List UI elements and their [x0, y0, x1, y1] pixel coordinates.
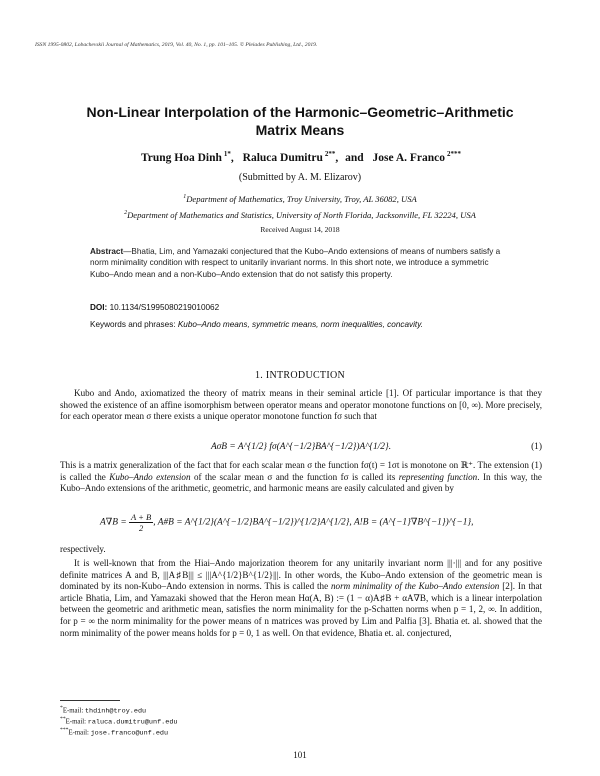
doi-label: DOI:	[90, 303, 108, 312]
author-2: Raluca Dumitru $^{2**}$,	[242, 150, 339, 164]
author-and: and	[345, 151, 364, 164]
author-1: Trung Hoa Dinh $^{1*}$,	[140, 150, 234, 164]
keywords-value: Kubo–Ando means, symmetric means, norm inequalities, concavity.	[177, 320, 423, 329]
keywords	[90, 320, 423, 329]
footnote-2: **E-mail: raluca.dumitru@unf.edu	[60, 716, 178, 727]
email-link-1[interactable]: thdinh@troy.edu	[84, 707, 147, 716]
abstract	[90, 246, 512, 280]
equation-1-number: (1)	[531, 442, 542, 452]
affiliation-1: $^1$Department of Mathematics, Troy University, Troy, AL 36082, USA	[183, 194, 417, 204]
page-number: 101	[293, 750, 307, 760]
paragraph-2: This is a matrix generalization of the fact that for each scalar mean σ the function fσ(t) = 1σt is monotone on ℝ⁺. The extension (1) is called the Kubo–Ando extension of the scalar mean σ and the function fσ is called its representing function. In this way, the Kubo–Ando extensions of the arithmetic, geometric, and harmonic means are easily calculated and given by	[60, 460, 542, 494]
doi-line	[90, 303, 219, 312]
doi-link[interactable]: 10.1134/S1995080219010062	[109, 303, 220, 312]
footnote-divider	[60, 700, 120, 701]
footnote-3: ***E-mail: jose.franco@unf.edu	[60, 727, 169, 738]
abstract-text: —Bhatia, Lim, and Yamazaki conjectured that the Kubo–Ando extensions of means of numbers satisfy a norm minimality condition with respect to unitarily invariant norms. In this short note, we introduce a symmetric Kubo–Ando mean and a non-Kubo–Ando extension that do not satisfy this property.	[90, 247, 501, 279]
equation-1: AσB = A^{1/2} fσ(A^{−1/2}BA^{−1/2})A^{1/2}.	[210, 442, 392, 452]
author-3: Jose A. Franco $^{2***}$	[372, 150, 462, 164]
equation-2: A∇B = $\frac{A + B}{2}$ , A#B = A^{1/2}(A^{−1/2}BA^{−1/2})^{1/2}A^{1/2}, A!B = (A^{−1}∇B^{−1})^{−1},	[100, 512, 474, 533]
paper-title-line-2: Matrix Means	[255, 122, 345, 138]
equation-2-fraction: $\frac{A + B}{2}$	[131, 512, 152, 533]
author-list	[0, 150, 600, 164]
section-heading: 1. INTRODUCTION	[254, 370, 346, 381]
paragraph-4: It is well-known that from the Hiai–Ando majorization theorem for any unitarily invariant norm |||·||| and for any positive definite matrices A and B, |||A♯B||| ≤ |||A^{1/2}B^{1/2}|||. In other words, the Kubo–Ando extension of the geometric mean is dominated by its non-Kubo–Ando extension in norms. This is called the norm minimality of the Kubo–Ando extension [2]. In that article Bhatia, Lim, and Yamazaki showed that the Heron mean Hα(A, B) := (1 − α)A♯B + αA∇B, which is a linear interpolation between the geometric and arithmetic mean, satisfies the norm minimality for the p-Schatten norms when p = 1, 2, ∞. In addition, for p = ∞ the norm minimality for the power means of n matrices was proved by Lim and Palfia [3]. Bhatia et. al. showed that the norm minimality of the power means holds for p = 0, 1 as well. On that evidence, Bhatia et. al. conjectured,	[60, 558, 543, 638]
email-link-2[interactable]: raluca.dumitru@unf.edu	[87, 718, 178, 727]
running-header: ISSN 1995-0802, Lobachevskii Journal of Mathematics, 2019, Vol. 40, No. 1, pp. 101–105. © Pleiades Publishing, Ltd., 2019.	[35, 42, 318, 48]
paragraph-3: respectively.	[60, 544, 106, 554]
footnote-1: *E-mail: thdinh@troy.edu	[60, 705, 147, 716]
paragraph-1: Kubo and Ando, axiomatized the theory of matrix means in their seminal article [1]. Of particular importance is that they showed the existence of an affine isomorphism between operator means and operator monotone functions on [0, ∞). More precisely, for each operator mean σ there exists a unique operator monotone function fσ such that	[60, 388, 542, 422]
abstract-label: Abstract	[90, 247, 124, 256]
received-date: Received August 14, 2018	[260, 225, 340, 234]
email-link-3[interactable]: jose.franco@unf.edu	[90, 729, 169, 738]
paper-title-line-1: Non-Linear Interpolation of the Harmonic–Geometric–Arithmetic	[86, 104, 514, 120]
submitted-by: (Submitted by A. M. Elizarov)	[238, 172, 362, 183]
keywords-label: Keywords and phrases:	[90, 320, 176, 329]
affiliation-2: $^2$Department of Mathematics and Statistics, University of North Florida, Jacksonville, FL 32224, USA	[124, 210, 476, 220]
